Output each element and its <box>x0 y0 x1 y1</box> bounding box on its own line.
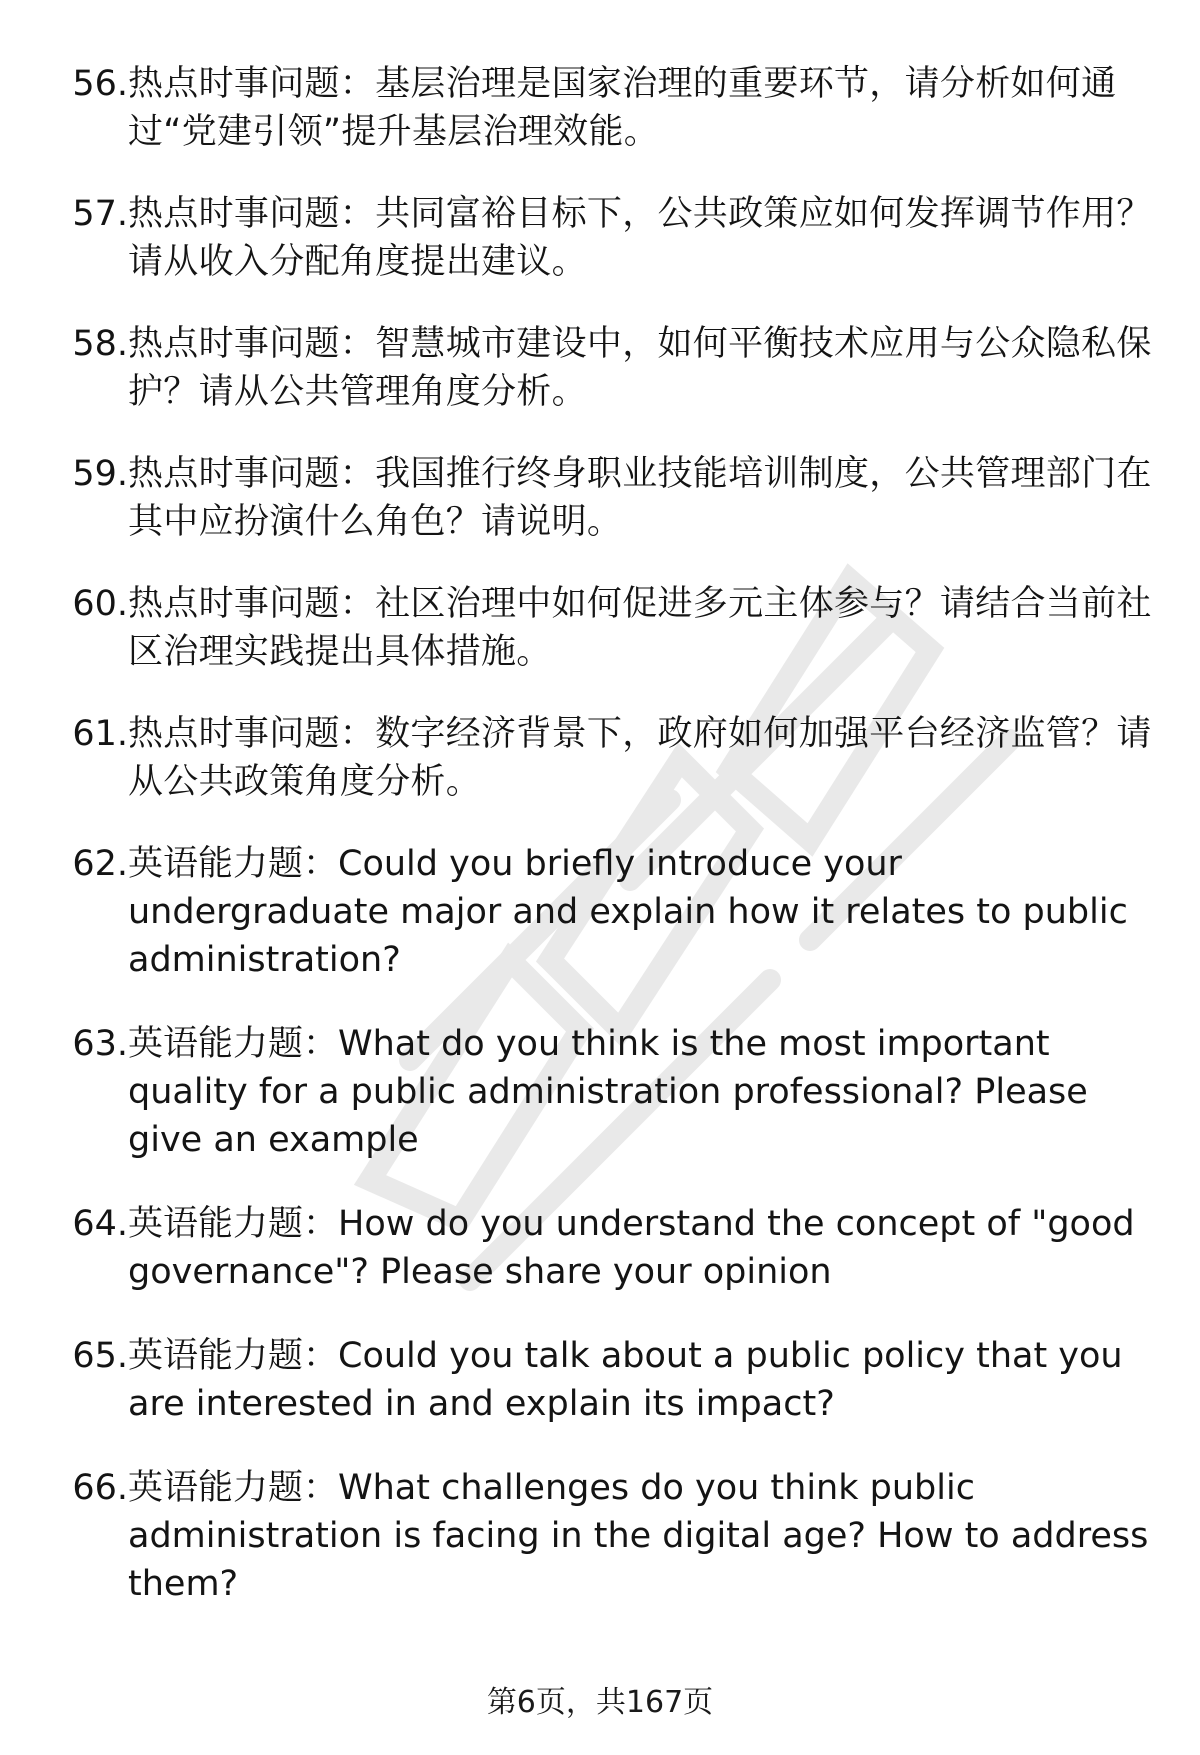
question-item <box>0 840 1200 984</box>
question-item <box>0 1020 1200 1164</box>
question-number: 56. <box>72 64 128 104</box>
question-text: 热点时事问题：共同富裕目标下，公共政策应如何发挥调节作用？请从收入分配角度提出建议。 <box>128 194 1152 282</box>
question-item <box>0 190 1200 286</box>
question-item <box>0 320 1200 416</box>
question-text: 英语能力题：What challenges do you think public administration is facing in the digital age? How to address them? <box>128 1468 1149 1604</box>
question-number: 58. <box>72 324 128 364</box>
question-text: 热点时事问题：社区治理中如何促进多元主体参与？请结合当前社区治理实践提出具体措施。 <box>128 584 1152 672</box>
question-number: 65. <box>72 1336 128 1376</box>
question-text: 英语能力题：What do you think is the most important quality for a public administration professional? Please give an example <box>128 1024 1088 1160</box>
question-item <box>0 1464 1200 1608</box>
question-item <box>0 60 1200 156</box>
question-number: 60. <box>72 584 128 624</box>
page-indicator: 第6页，共167页 <box>486 1685 714 1720</box>
question-number: 62. <box>72 844 128 884</box>
question-number: 57. <box>72 194 128 234</box>
question-number: 64. <box>72 1204 128 1244</box>
question-number: 63. <box>72 1024 128 1064</box>
question-number: 66. <box>72 1468 128 1508</box>
question-text: 热点时事问题：数字经济背景下，政府如何加强平台经济监管？请从公共政策角度分析。 <box>128 714 1152 802</box>
question-item <box>0 710 1200 806</box>
question-item <box>0 1332 1200 1428</box>
question-item <box>0 580 1200 676</box>
question-text: 英语能力题：Could you talk about a public policy that you are interested in and explain its impact? <box>128 1336 1123 1424</box>
question-number: 61. <box>72 714 128 754</box>
question-item <box>0 450 1200 546</box>
question-text: 英语能力题：How do you understand the concept of "good governance"? Please share your opinion <box>128 1204 1135 1292</box>
question-text: 英语能力题：Could you briefly introduce your undergraduate major and explain how it relates to public administration? <box>128 844 1128 980</box>
question-number: 59. <box>72 454 128 494</box>
question-item <box>0 1200 1200 1296</box>
question-text: 热点时事问题：我国推行终身职业技能培训制度，公共管理部门在其中应扮演什么角色？请说明。 <box>128 454 1152 542</box>
question-list <box>0 60 1200 1608</box>
question-text: 热点时事问题：智慧城市建设中，如何平衡技术应用与公众隐私保护？请从公共管理角度分析。 <box>128 324 1152 412</box>
question-text: 热点时事问题：基层治理是国家治理的重要环节，请分析如何通过“党建引领”提升基层治理效能。 <box>128 64 1117 152</box>
